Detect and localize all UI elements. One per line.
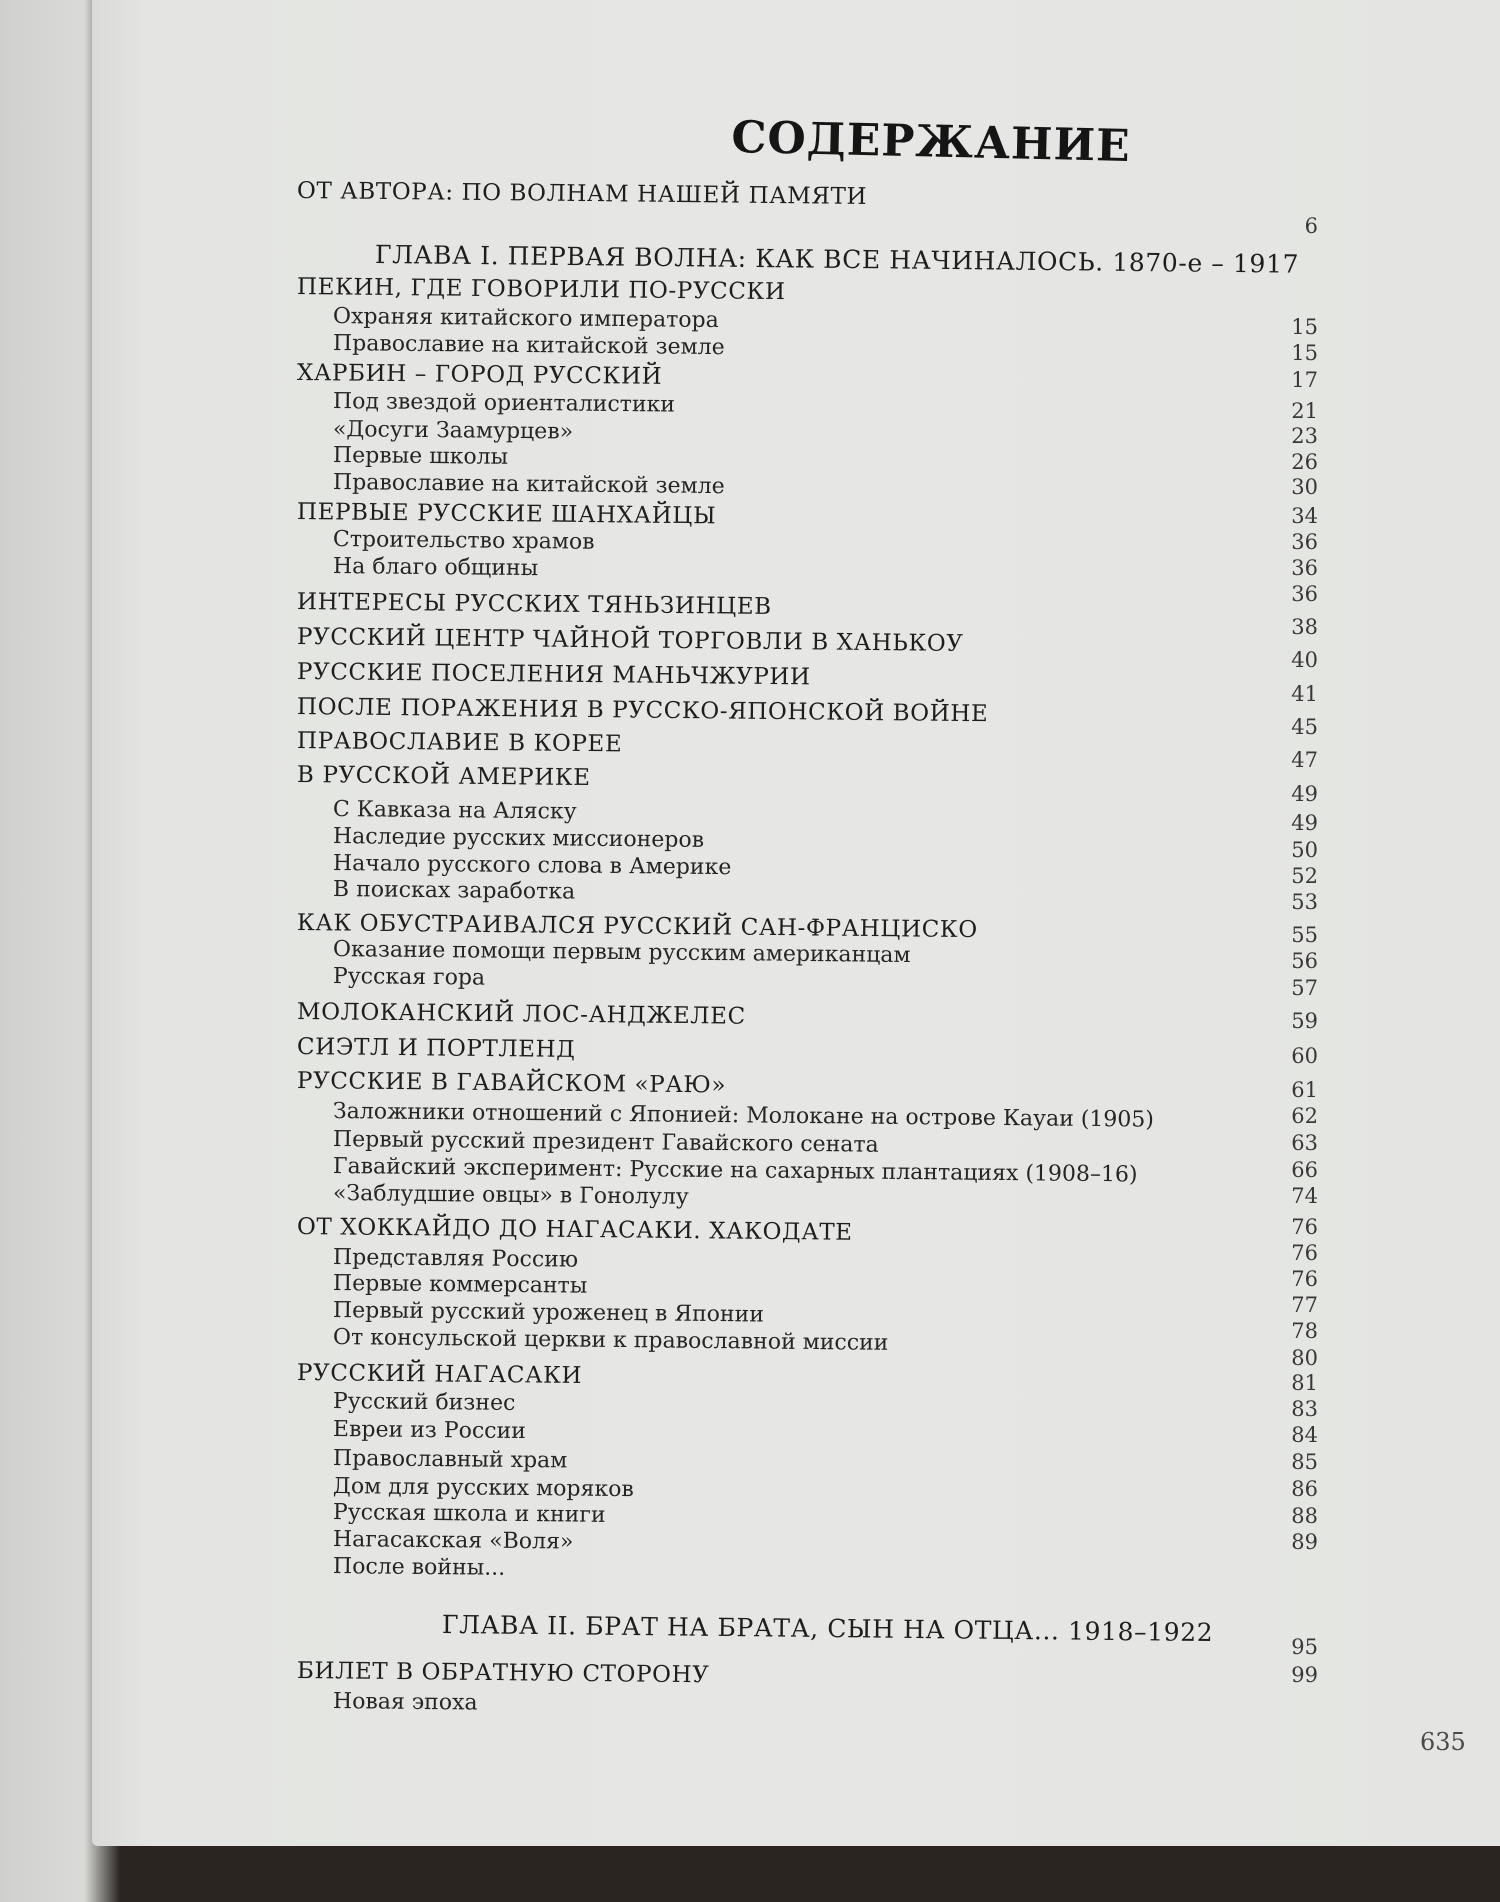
chapter-heading: ГЛАВА II. БРАТ НА БРАТА, СЫН НА ОТЦА... 1918–1922 — [441, 1610, 1214, 1648]
subsection-item: Русская гора — [332, 964, 486, 991]
subsection-item: Первые школы — [332, 443, 509, 470]
page-number: 84 — [1291, 1423, 1318, 1447]
section-heading: РУССКИЕ В ГАВАЙСКОМ «РАЮ» — [296, 1068, 727, 1099]
page-number: 36 — [1291, 556, 1318, 580]
subsection-item: «Досуги Заамурцев» — [332, 417, 574, 445]
section-heading: ПЕРВЫЕ РУССКИЕ ШАНХАЙЦЫ — [296, 499, 717, 530]
subsection-item: Евреи из России — [332, 1417, 527, 1445]
page-number: 89 — [1291, 1530, 1318, 1554]
page-number: 17 — [1291, 368, 1318, 392]
page-number: 15 — [1291, 315, 1318, 339]
page-number: 78 — [1291, 1319, 1318, 1343]
page-number: 76 — [1291, 1241, 1318, 1265]
page-number: 60 — [1291, 1044, 1318, 1068]
page-number: 47 — [1291, 748, 1318, 772]
section-heading: ИНТЕРЕСЫ РУССКИХ ТЯНЬЗИНЦЕВ — [296, 589, 772, 620]
page-number: 99 — [1291, 1663, 1318, 1687]
subsection-item: Под звездой ориенталистики — [332, 389, 676, 418]
subsection-item: Православие на китайской земле — [332, 331, 725, 361]
subsection-item: Заложники отношений с Японией: Молокане на острове Кауаи (1905) — [332, 1099, 1155, 1133]
section-heading: СИЭТЛ И ПОРТЛЕНД — [296, 1034, 576, 1063]
page-number: 55 — [1291, 923, 1318, 947]
page-number: 53 — [1291, 890, 1318, 914]
page-number: 66 — [1291, 1158, 1318, 1182]
page-number: 49 — [1291, 811, 1318, 835]
page-number: 81 — [1291, 1371, 1318, 1395]
page-number: 61 — [1291, 1078, 1318, 1102]
subsection-item: В поисках заработка — [332, 877, 576, 905]
page-number: 6 — [1304, 214, 1318, 238]
page-number: 26 — [1291, 450, 1318, 474]
subsection-item: Гавайский эксперимент: Русские на сахарных плантациях (1908–16) — [332, 1154, 1138, 1188]
page-number: 52 — [1291, 864, 1318, 888]
subsection-item: С Кавказа на Аляску — [332, 797, 577, 825]
subsection-item: Русский бизнес — [332, 1389, 516, 1416]
page-number: 40 — [1291, 648, 1318, 672]
page-number: 36 — [1291, 582, 1318, 606]
subsection-item: На благо общины — [332, 554, 539, 582]
page-number: 80 — [1291, 1346, 1318, 1370]
subsection-item: Православный храм — [332, 1446, 568, 1474]
subsection-item: Наследие русских миссионеров — [332, 824, 705, 853]
subsection-item: Охраняя китайского императора — [332, 304, 719, 334]
page-number: 74 — [1291, 1184, 1318, 1208]
subsection-item: Дом для русских моряков — [332, 1474, 634, 1503]
subsection-item: От консульской церкви к православной миссии — [332, 1325, 889, 1356]
subsection-item: Новая эпоха — [332, 1689, 478, 1716]
chapter-heading: ГЛАВА I. ПЕРВАЯ ВОЛНА: КАК ВСЕ НАЧИНАЛОСЬ. 1870-е – 1917 — [374, 240, 1300, 279]
section-heading: РУССКИЙ ЦЕНТР ЧАЙНОЙ ТОРГОВЛИ В ХАНЬКОУ — [296, 624, 964, 657]
page-number: 63 — [1291, 1131, 1318, 1155]
page-number: 49 — [1291, 782, 1318, 806]
page-number: 36 — [1291, 530, 1318, 554]
section-heading: ПЕКИН, ГДЕ ГОВОРИЛИ ПО-РУССКИ — [296, 274, 786, 306]
subsection-item: Начало русского слова в Америке — [332, 851, 732, 881]
page-number: 59 — [1291, 1009, 1318, 1033]
subsection-item: Первый русский уроженец в Японии — [332, 1298, 765, 1328]
section-heading: РУССКИЕ ПОСЕЛЕНИЯ МАНЬЧЖУРИИ — [296, 659, 811, 691]
page-number: 88 — [1291, 1504, 1318, 1528]
page-number: 38 — [1291, 615, 1318, 639]
subsection-item: Строительство храмов — [332, 527, 595, 555]
page-number: 77 — [1291, 1293, 1318, 1317]
section-heading: МОЛОКАНСКИЙ ЛОС-АНДЖЕЛЕС — [296, 999, 746, 1030]
section-heading: ОТ ХОККАЙДО ДО НАГАСАКИ. ХАКОДАТЕ — [296, 1214, 853, 1246]
subsection-item: «Заблудшие овцы» в Гонолулу — [332, 1181, 689, 1210]
page-number: 76 — [1291, 1267, 1318, 1291]
subsection-item: Оказание помощи первым русским американцам — [332, 937, 911, 969]
folio-number: 635 — [1420, 1728, 1466, 1756]
page-number: 23 — [1291, 424, 1318, 448]
page-number: 86 — [1291, 1477, 1318, 1501]
page-number: 34 — [1291, 504, 1318, 528]
page-number: 76 — [1291, 1215, 1318, 1239]
subsection-item: Первые коммерсанты — [332, 1271, 588, 1299]
page-number: 30 — [1291, 475, 1318, 499]
subsection-item: Православие на китайской земле — [332, 470, 725, 500]
subsection-item: Нагасакская «Воля» — [332, 1527, 574, 1555]
page-number: 62 — [1291, 1104, 1318, 1128]
section-heading: КАК ОБУСТРАИВАЛСЯ РУССКИЙ САН-ФРАНЦИСКО — [296, 910, 978, 944]
subsection-item: Первый русский президент Гавайского сената — [332, 1127, 879, 1158]
page-title: СОДЕРЖАНИЕ — [730, 112, 1132, 173]
page-number: 95 — [1291, 1635, 1318, 1659]
page-number: 50 — [1291, 838, 1318, 862]
page-number: 57 — [1291, 976, 1318, 1000]
book-page — [92, 0, 1500, 1846]
section-heading: В РУССКОЙ АМЕРИКЕ — [296, 762, 591, 792]
page-number: 41 — [1291, 682, 1318, 706]
page-number: 85 — [1291, 1450, 1318, 1474]
subsection-item: После войны... — [332, 1554, 506, 1581]
section-heading: ХАРБИН – ГОРОД РУССКИЙ — [296, 360, 663, 390]
page-number: 21 — [1291, 399, 1318, 423]
page-number: 15 — [1291, 341, 1318, 365]
section-heading: ОТ АВТОРА: ПО ВОЛНАМ НАШЕЙ ПАМЯТИ — [296, 178, 868, 210]
section-heading: РУССКИЙ НАГАСАКИ — [296, 1360, 583, 1389]
subsection-item: Русская школа и книги — [332, 1500, 606, 1528]
page-number: 83 — [1291, 1397, 1318, 1421]
page-number: 56 — [1291, 949, 1318, 973]
subsection-item: Представляя Россию — [332, 1245, 579, 1273]
section-heading: ПОСЛЕ ПОРАЖЕНИЯ В РУССКО-ЯПОНСКОЙ ВОЙНЕ — [296, 694, 989, 728]
section-heading: БИЛЕТ В ОБРАТНУЮ СТОРОНУ — [296, 1658, 710, 1689]
page-number: 45 — [1291, 715, 1318, 739]
section-heading: ПРАВОСЛАВИЕ В КОРЕЕ — [296, 728, 623, 758]
